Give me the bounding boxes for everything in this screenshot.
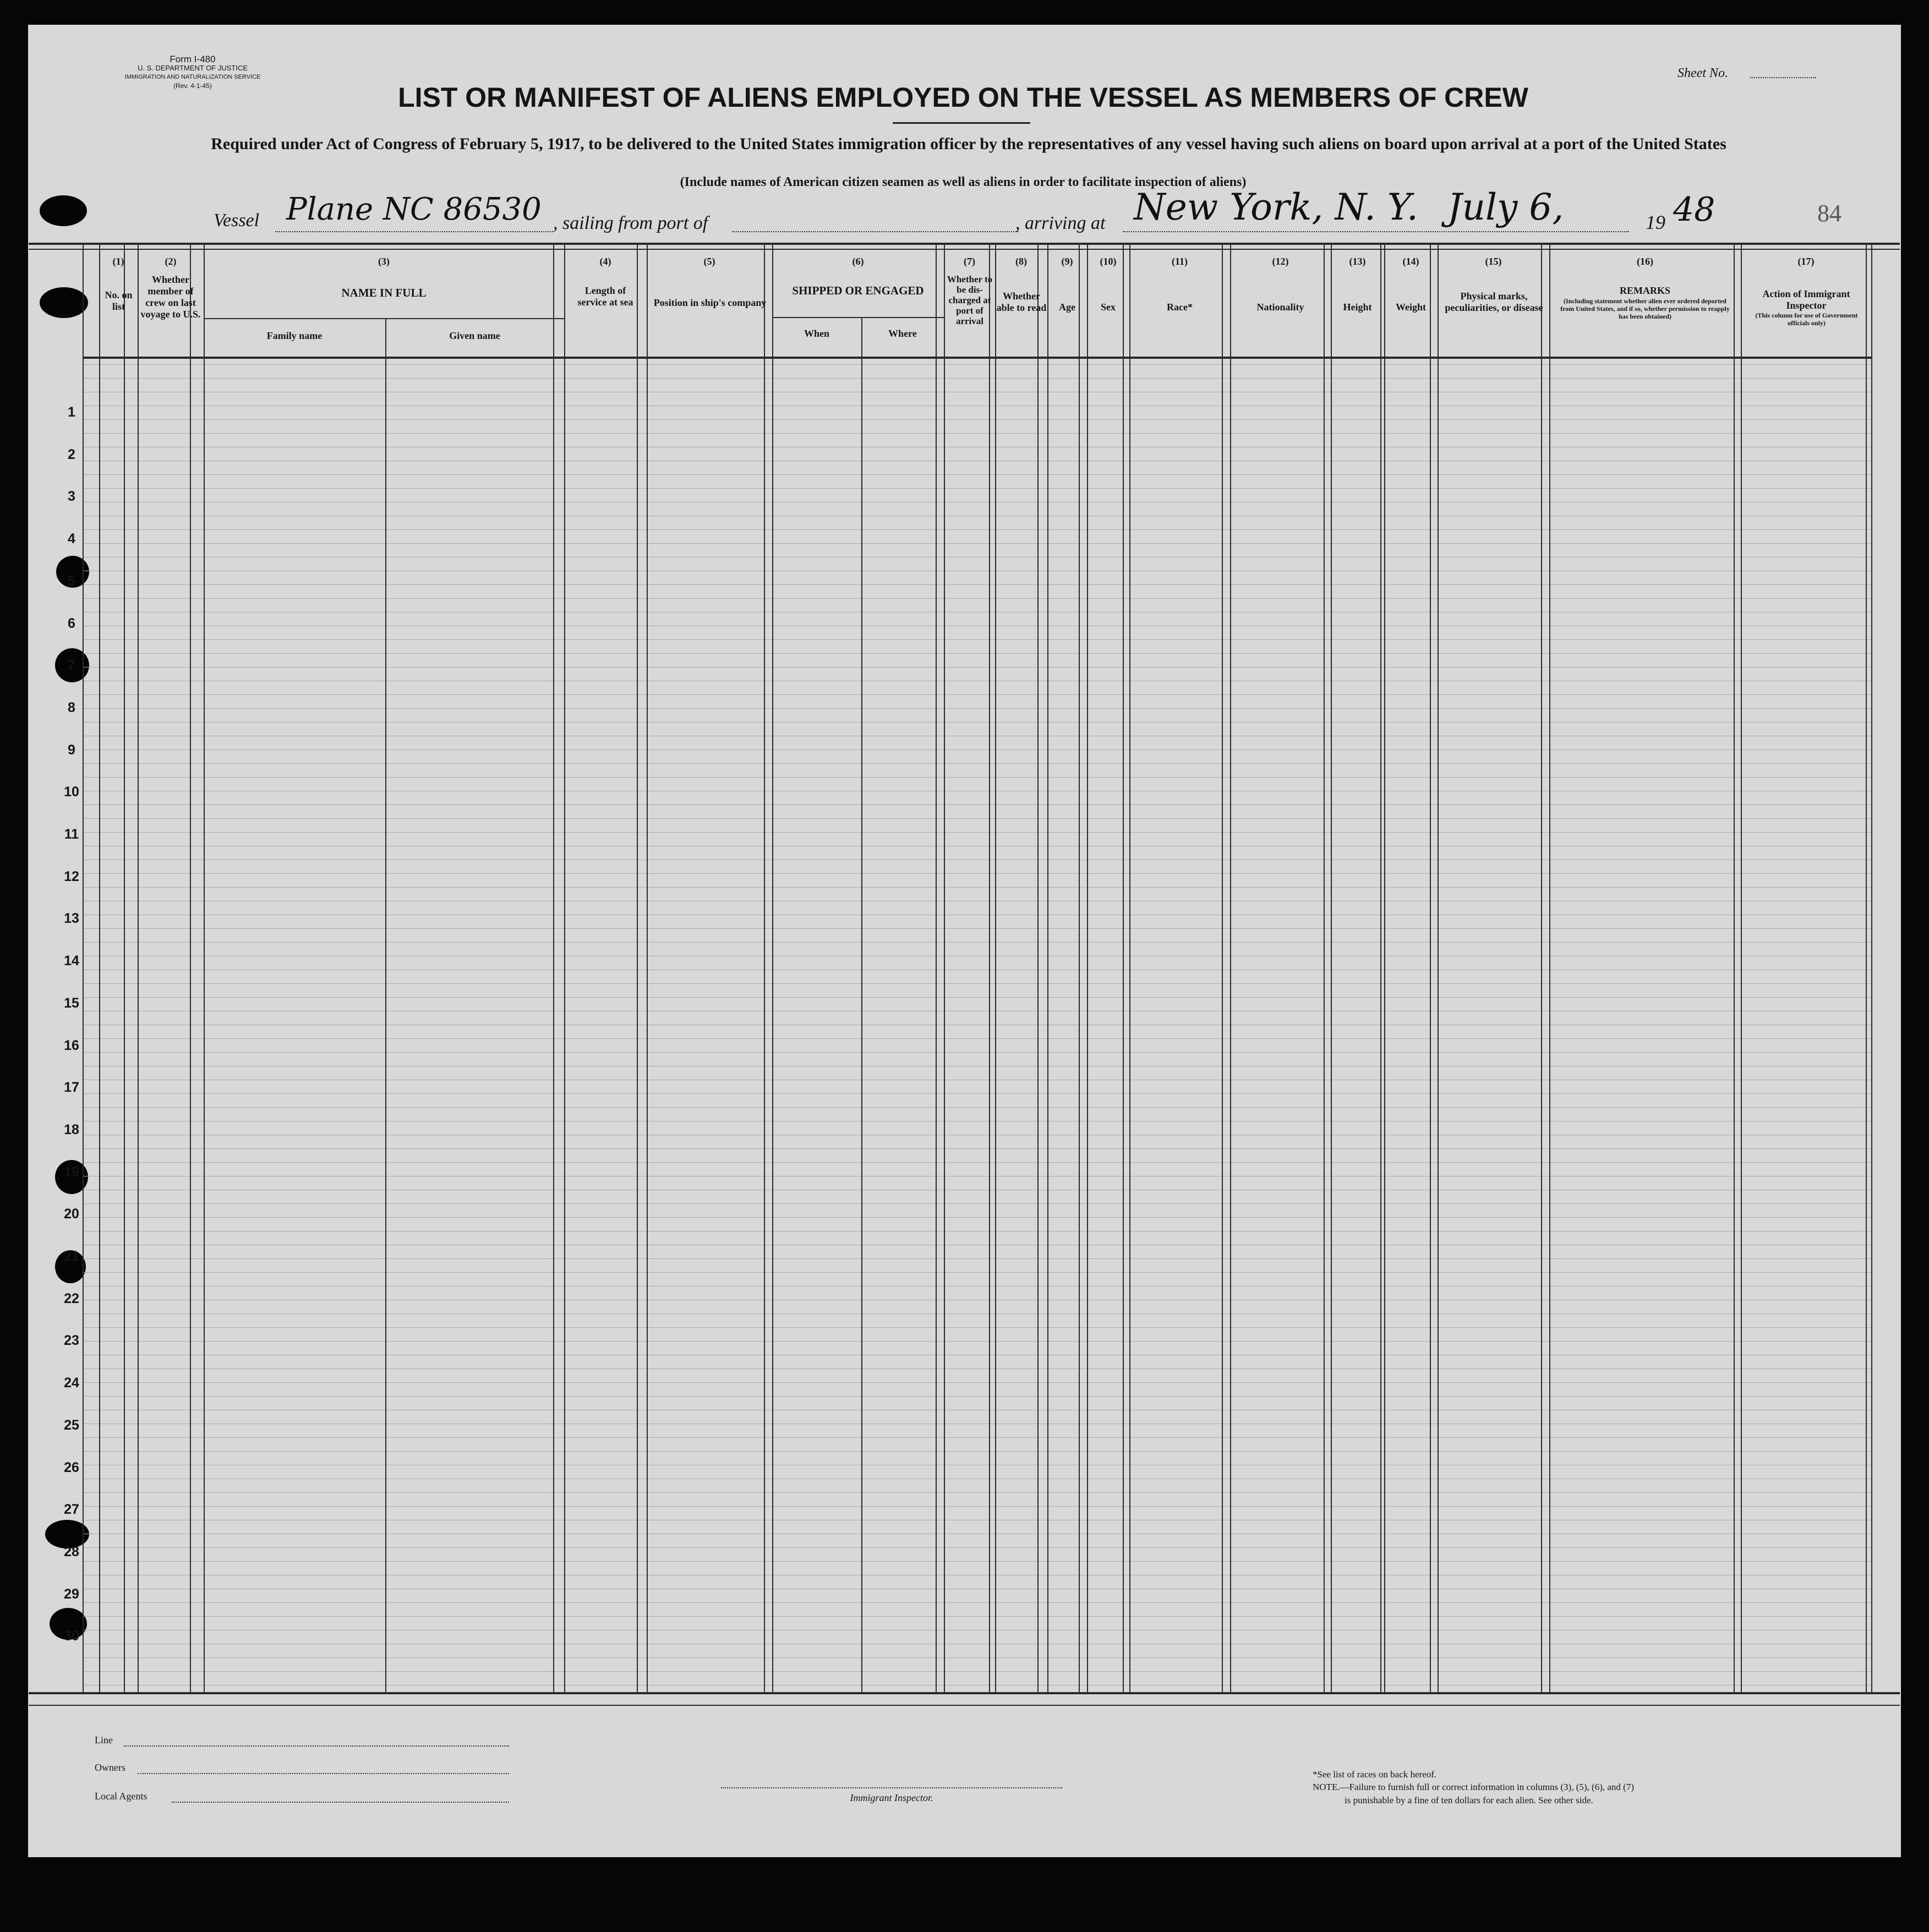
row-number: 8 xyxy=(68,699,75,715)
row-number: 15 xyxy=(64,995,79,1011)
ruled-line xyxy=(84,763,1871,764)
column-line xyxy=(1384,245,1385,1692)
header-length-of-service: Length of service at sea xyxy=(577,285,633,308)
arriving-label: , arriving at xyxy=(1015,213,1106,233)
ruled-line xyxy=(84,1038,1871,1039)
vessel-value: Plane NC 86530 xyxy=(286,191,542,227)
column-number: (3) xyxy=(378,256,390,267)
local-agents-label: Local Agents xyxy=(95,1791,147,1802)
ruled-line xyxy=(84,543,1871,544)
row-number: 13 xyxy=(64,911,79,927)
ruled-line xyxy=(84,1217,1871,1218)
row-number: 10 xyxy=(64,784,79,800)
row-number: 5 xyxy=(68,573,75,589)
ruled-line xyxy=(84,1093,1871,1094)
column-number: (16) xyxy=(1637,256,1653,267)
ruled-line xyxy=(84,1437,1871,1438)
ruled-line xyxy=(84,653,1871,654)
row-number: 23 xyxy=(64,1333,79,1349)
column-number: (17) xyxy=(1797,256,1815,267)
column-line xyxy=(1230,245,1231,1692)
header-bottom-border xyxy=(83,357,1871,359)
ruled-line xyxy=(84,832,1871,833)
header-height: Height xyxy=(1343,302,1372,313)
header-sex: Sex xyxy=(1101,302,1116,313)
ruled-line xyxy=(84,818,1871,819)
ruled-line xyxy=(84,722,1871,723)
column-line xyxy=(1741,245,1742,1692)
row-number: 26 xyxy=(64,1459,79,1475)
column-number: (11) xyxy=(1172,256,1188,267)
ruled-line xyxy=(84,1162,1871,1163)
column-line xyxy=(647,245,648,1692)
vessel-label: Vessel xyxy=(214,210,260,231)
ruled-line xyxy=(84,1148,1871,1149)
arrival-date-value: July 6, xyxy=(1447,186,1564,228)
year-prefix: 19 xyxy=(1646,211,1665,233)
vessel-field xyxy=(275,231,553,232)
column-number: (4) xyxy=(599,256,611,267)
ruled-line xyxy=(84,433,1871,434)
form-revision: (Rev. 4-1-45) xyxy=(173,82,212,90)
column-line xyxy=(1047,245,1048,1692)
header-race: Race* xyxy=(1167,302,1193,313)
header-when: When xyxy=(804,328,829,339)
arriving-field xyxy=(1123,231,1629,232)
row-number: 2 xyxy=(68,446,75,462)
column-line xyxy=(564,245,565,1692)
ruled-line xyxy=(84,1616,1871,1617)
row-number: 19 xyxy=(64,1164,79,1180)
column-number: (9) xyxy=(1061,256,1073,267)
column-line xyxy=(1380,245,1381,1692)
column-number: (5) xyxy=(703,256,715,267)
row-number: 18 xyxy=(64,1121,79,1137)
column-line xyxy=(1871,245,1872,1692)
column-number: (15) xyxy=(1485,256,1502,267)
column-number: (8) xyxy=(1015,256,1027,267)
header-inspector-note: (This column for use of Government officials only) xyxy=(1755,311,1858,327)
ruled-line xyxy=(84,777,1871,778)
column-number: (14) xyxy=(1402,256,1419,267)
ruled-line xyxy=(84,1107,1871,1108)
column-line xyxy=(861,317,862,1692)
ruled-line xyxy=(84,1547,1871,1548)
ruled-line xyxy=(84,639,1871,640)
column-line xyxy=(764,245,765,1692)
ruled-line xyxy=(84,1272,1871,1273)
row-number: 17 xyxy=(64,1080,79,1096)
inspector-label: Immigrant Inspector. xyxy=(850,1792,933,1803)
page-subtitle: Required under Act of Congress of February 5, 1917, to be delivered to the United States immigration officer by the representatives of any vessel having such aliens on board upon arrival at a port of the United States xyxy=(211,135,1726,153)
ruled-line xyxy=(84,474,1871,475)
column-line xyxy=(1079,245,1080,1692)
sailing-field xyxy=(732,231,1018,232)
ruled-line xyxy=(84,488,1871,489)
header-where: Where xyxy=(888,328,917,339)
header-weight: Weight xyxy=(1395,302,1426,313)
ruled-line xyxy=(84,1671,1871,1672)
sheet-number-field xyxy=(1750,77,1816,78)
table-top-border-inner xyxy=(29,249,1900,250)
year-value: 48 xyxy=(1673,190,1715,229)
ruled-line xyxy=(84,873,1871,874)
ruled-line xyxy=(84,598,1871,599)
owners-label: Owners xyxy=(95,1762,125,1773)
include-note: (Include names of American citizen seamen as well as aliens in order to facilitate inspection of aliens) xyxy=(680,175,1247,189)
header-nationality: Nationality xyxy=(1256,302,1304,313)
service-name: IMMIGRATION AND NATURALIZATION SERVICE xyxy=(124,74,261,80)
ruled-line xyxy=(84,1203,1871,1204)
header-able-to-read: Whether able to read xyxy=(996,291,1047,313)
ruled-line xyxy=(84,1327,1871,1328)
ruled-line xyxy=(84,1341,1871,1342)
column-line xyxy=(1866,245,1867,1692)
column-line xyxy=(1541,245,1542,1692)
punch-hole xyxy=(40,287,88,318)
row-number: 9 xyxy=(68,742,75,758)
sailing-label: , sailing from port of xyxy=(553,213,708,233)
header-remarks-note: (Including statement whether alien ever ordered deported from United States, and if so, whether permission to reapply has been obtained) xyxy=(1560,297,1730,320)
column-number: (2) xyxy=(165,256,177,267)
column-line xyxy=(1438,245,1439,1692)
arriving-value: New York, N. Y. xyxy=(1134,186,1418,228)
row-number: 21 xyxy=(64,1249,79,1264)
column-line xyxy=(995,245,996,1692)
table-bottom-border-inner xyxy=(29,1705,1900,1706)
ruled-line xyxy=(84,983,1871,984)
header-no-on-list: No. on list xyxy=(105,289,133,312)
row-number: 16 xyxy=(64,1037,79,1053)
row-number: 27 xyxy=(64,1502,79,1518)
column-number: (13) xyxy=(1349,256,1366,267)
header-name-in-full: NAME IN FULL xyxy=(341,286,427,299)
column-line xyxy=(1549,245,1550,1692)
form-number: Form I-480 xyxy=(170,54,216,64)
ruled-line xyxy=(84,887,1871,888)
ruled-line xyxy=(84,694,1871,695)
table-bottom-border xyxy=(29,1692,1900,1694)
header-inspector-action: Action of Immigrant Inspector xyxy=(1762,288,1850,311)
ruled-line xyxy=(84,749,1871,750)
ruled-line xyxy=(84,804,1871,805)
punch-hole xyxy=(40,195,87,226)
row-number: 28 xyxy=(64,1544,79,1559)
column-number: (1) xyxy=(112,256,124,267)
ruled-line xyxy=(84,1602,1871,1603)
row-number: 14 xyxy=(64,953,79,969)
header-age: Age xyxy=(1059,302,1075,313)
column-line xyxy=(1087,245,1088,1692)
ruled-line xyxy=(84,1231,1871,1232)
ruled-line xyxy=(84,1492,1871,1493)
row-number: 6 xyxy=(68,615,75,631)
ruled-line xyxy=(84,1286,1871,1287)
column-number: (7) xyxy=(964,256,975,267)
page-number-stamp: 84 xyxy=(1817,200,1841,227)
row-number: 3 xyxy=(68,489,75,505)
row-number: 29 xyxy=(64,1586,79,1602)
column-line xyxy=(989,245,990,1692)
header-discharged: Whether to be dis-charged at port of arrival xyxy=(947,274,993,326)
sheet-number-label: Sheet No. xyxy=(1677,66,1728,80)
row-number: 25 xyxy=(64,1417,79,1433)
ruled-line xyxy=(84,1382,1871,1383)
race-footnote: *See list of races on back hereof. xyxy=(1313,1769,1437,1780)
header-position: Position in ship's company xyxy=(653,297,767,308)
column-line xyxy=(1222,245,1223,1692)
column-line xyxy=(1037,245,1039,1692)
row-number: 12 xyxy=(64,868,79,884)
column-line xyxy=(553,245,554,1692)
ruled-line xyxy=(84,928,1871,929)
ruled-line xyxy=(84,584,1871,585)
column-line xyxy=(1129,245,1130,1692)
line-field xyxy=(124,1745,509,1747)
header-remarks: REMARKS xyxy=(1619,285,1670,296)
penalty-note: NOTE.—Failure to furnish full or correct information in columns (3), (5), (6), and (7) xyxy=(1313,1782,1634,1792)
row-number: 7 xyxy=(68,658,75,674)
row-number: 20 xyxy=(64,1206,79,1222)
row-number: 22 xyxy=(64,1290,79,1306)
line-label: Line xyxy=(95,1734,113,1745)
column-line xyxy=(944,245,945,1692)
ruled-line xyxy=(84,1396,1871,1397)
table-top-border xyxy=(29,243,1900,245)
column-line xyxy=(1734,245,1735,1692)
inspector-signature-line xyxy=(721,1787,1062,1788)
ruled-line xyxy=(84,1657,1871,1658)
column-line xyxy=(385,318,386,1692)
header-given-name: Given name xyxy=(449,330,500,341)
column-line xyxy=(204,245,205,1692)
row-number: 4 xyxy=(68,531,75,547)
column-number: (12) xyxy=(1272,256,1289,267)
column-line xyxy=(772,245,773,1692)
column-line xyxy=(637,245,638,1692)
ruled-line xyxy=(84,378,1871,379)
column-line xyxy=(1430,245,1431,1692)
ruled-line xyxy=(84,1451,1871,1452)
column-line xyxy=(1331,245,1332,1692)
column-line xyxy=(1324,245,1325,1692)
column-number: (6) xyxy=(852,256,864,267)
ruled-line xyxy=(84,419,1871,420)
ruled-line xyxy=(84,1313,1871,1314)
ruled-line xyxy=(84,1052,1871,1053)
ruled-line xyxy=(84,1506,1871,1507)
title-rule xyxy=(893,122,1030,124)
ruled-line xyxy=(84,997,1871,998)
ruled-line xyxy=(84,364,1871,365)
row-number: 1 xyxy=(68,404,75,420)
ruled-line xyxy=(84,708,1871,709)
header-crew-last-voyage: Whether member of crew on last voyage to U.S. xyxy=(140,274,201,320)
page-title: LIST OR MANIFEST OF ALIENS EMPLOYED ON THE VESSEL AS MEMBERS OF CREW xyxy=(398,82,1528,113)
ruled-line xyxy=(84,1258,1871,1259)
ruled-line xyxy=(84,942,1871,943)
column-line xyxy=(1123,245,1124,1692)
penalty-note-continued: is punishable by a fine of ten dollars for each alien. See other side. xyxy=(1345,1795,1593,1805)
owners-field xyxy=(138,1773,509,1774)
local-agents-field xyxy=(172,1802,509,1803)
row-number: 30 xyxy=(64,1628,79,1644)
department-name: U. S. DEPARTMENT OF JUSTICE xyxy=(137,64,248,72)
ruled-line xyxy=(84,1561,1871,1562)
row-number: 11 xyxy=(64,827,79,842)
header-physical-marks: Physical marks, peculiarities, or disease xyxy=(1445,291,1543,313)
column-line xyxy=(936,245,937,1692)
column-line xyxy=(190,245,191,1692)
row-number: 24 xyxy=(64,1375,79,1391)
column-line xyxy=(124,245,125,1692)
header-family-name: Family name xyxy=(266,330,323,341)
header-subdivider xyxy=(772,317,944,318)
ruled-line xyxy=(84,529,1871,530)
header-subdivider xyxy=(204,318,564,319)
header-shipped-or-engaged: SHIPPED OR ENGAGED xyxy=(792,284,924,297)
column-number: (10) xyxy=(1100,256,1117,267)
column-line xyxy=(138,245,139,1692)
